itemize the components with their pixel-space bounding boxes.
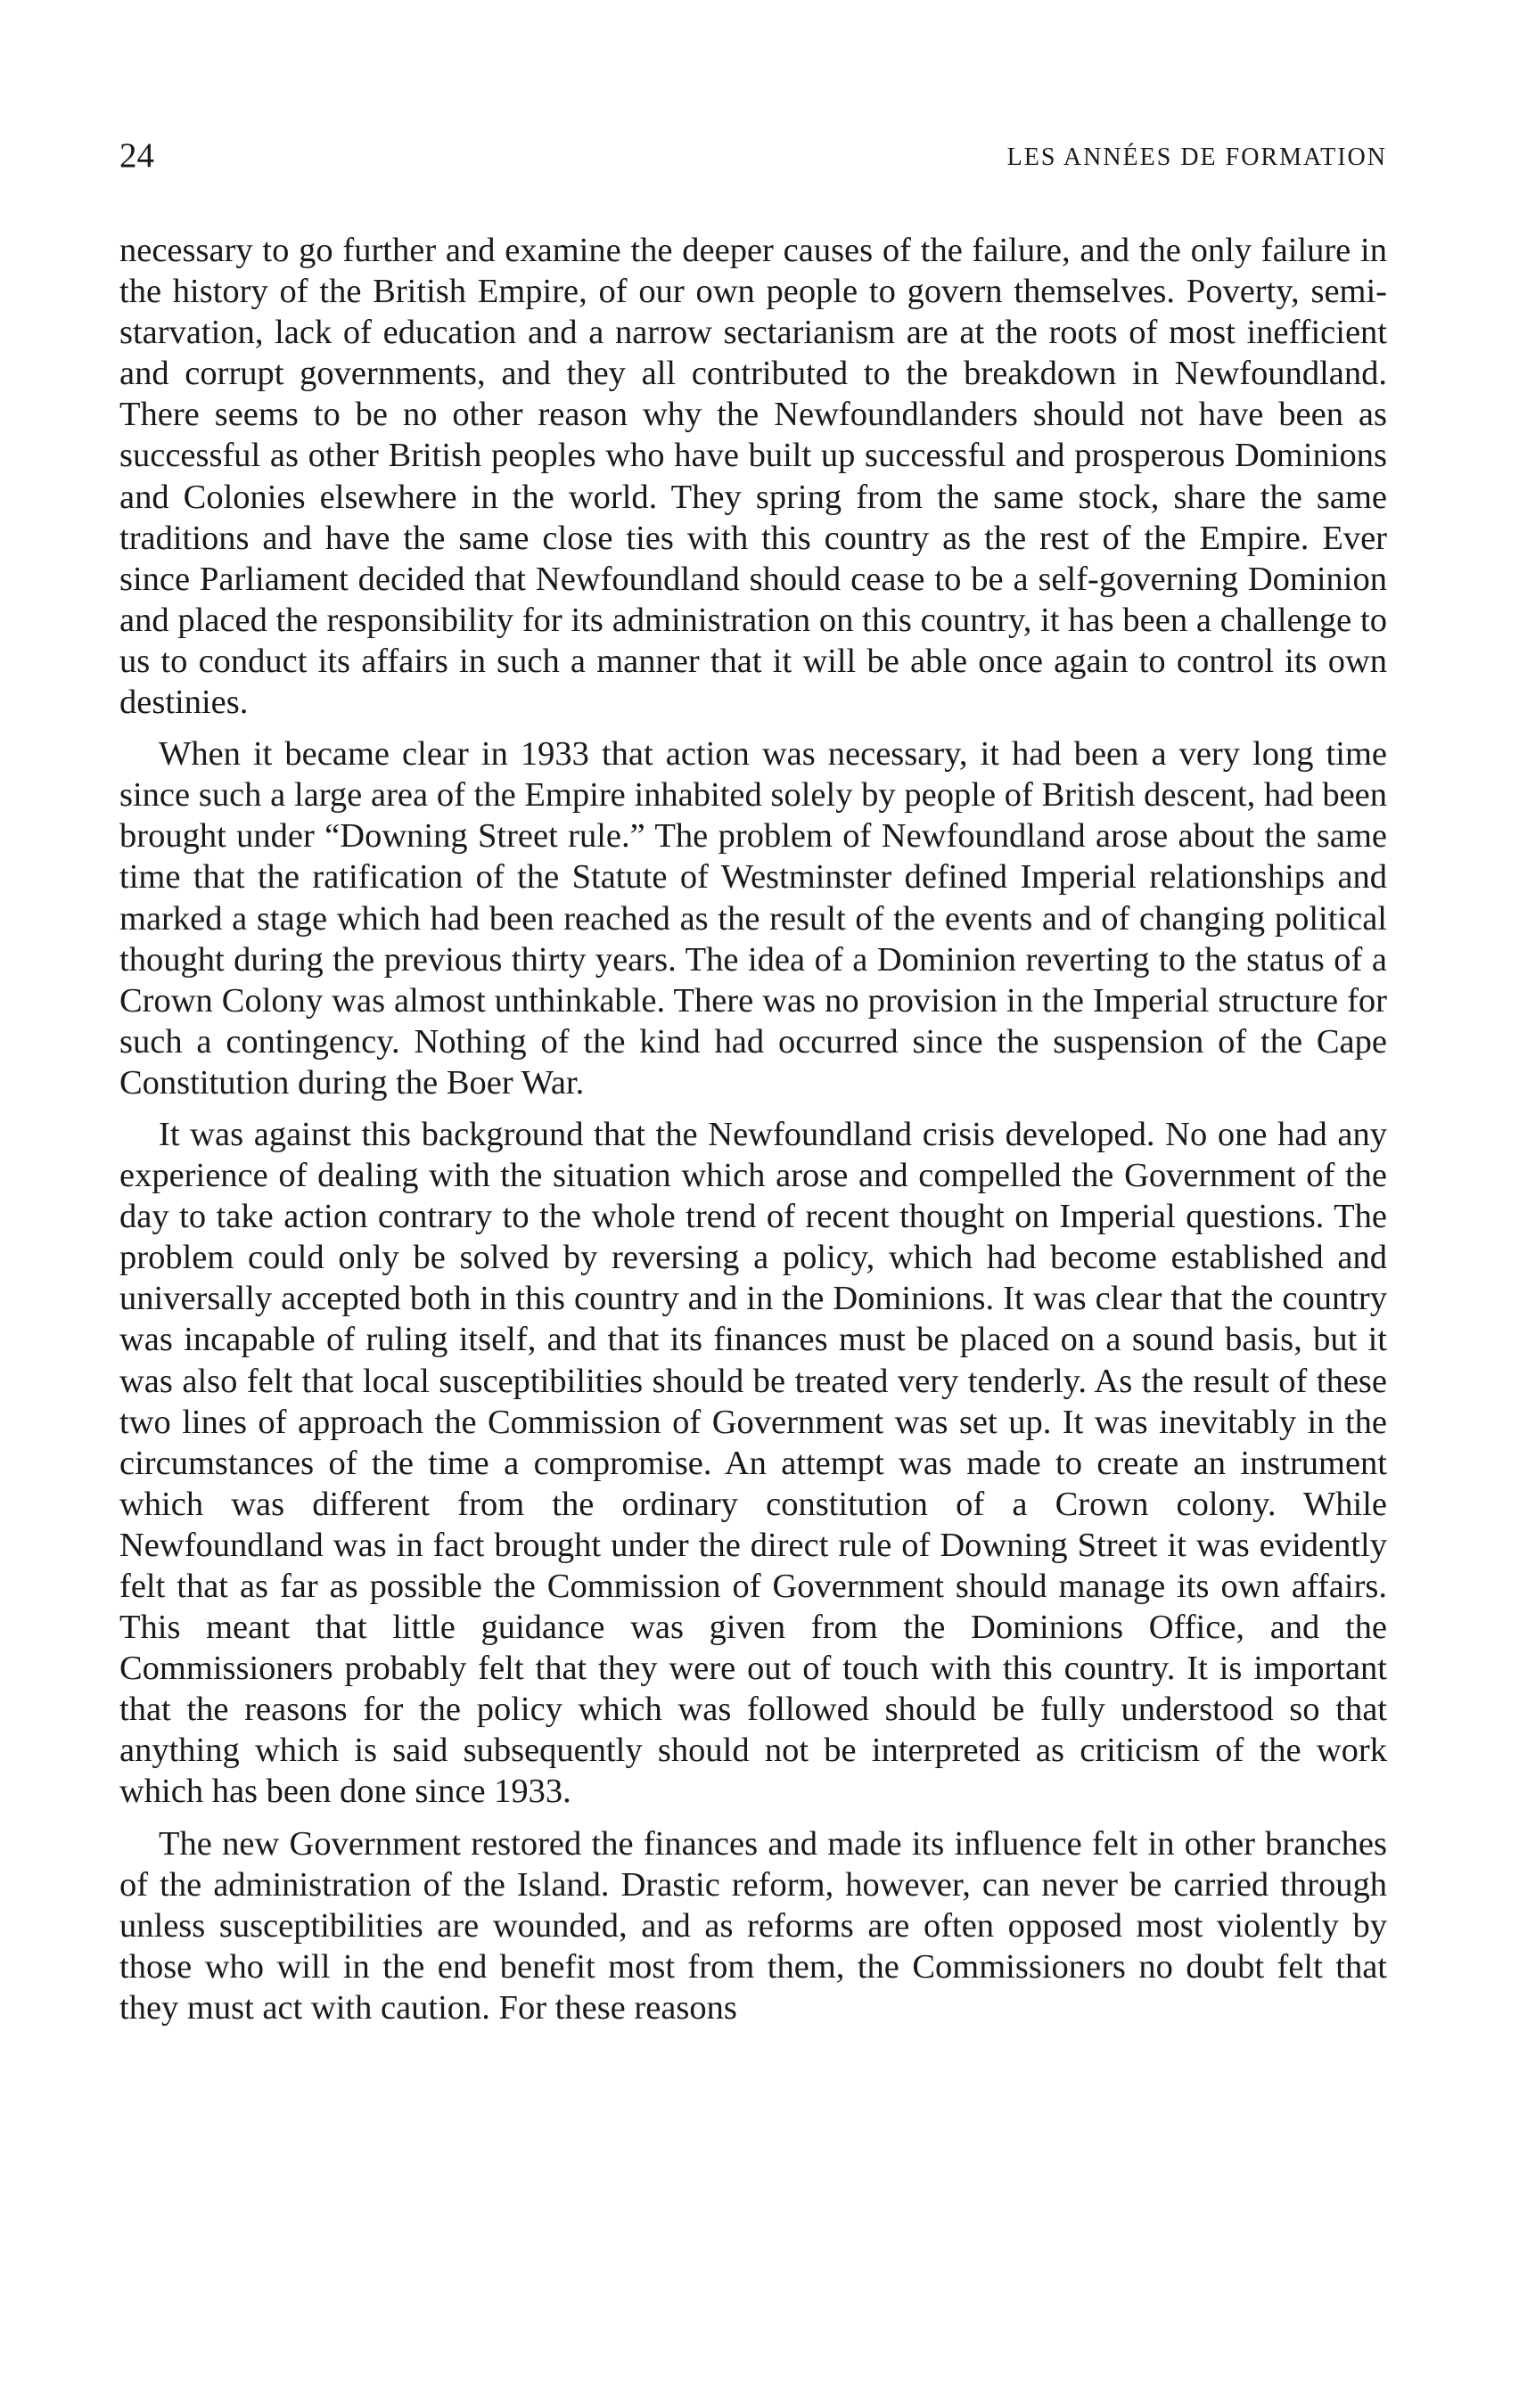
body-text	[119, 230, 1387, 2039]
running-header	[119, 134, 1387, 178]
page-number: 24	[119, 136, 154, 175]
paragraph-1: necessary to go further and examine the deeper causes of the failure, and the only failure in the history of the British Empire, of our own people to govern themselves. Poverty, semi-starvation, lack of education and a narrow sectarianism are at the roots of most inefficient and corrupt governments, and they all contributed to the breakdown in Newfoundland. There seems to be no other reason why the Newfoundlanders should not have been as successful as other British peoples who have built up successful and prosperous Dominions and Colonies elsewhere in the world. They spring from the same stock, share the same traditions and have the same close ties with this country as the rest of the Empire. Ever since Parliament decided that Newfoundland should cease to be a self-governing Dominion and placed the responsibility for its administration on this country, it has been a challenge to us to conduct its affairs in such a manner that it will be able once again to control its own destinies.	[119, 232, 1387, 722]
paragraph-3: It was against this background that the Newfoundland crisis developed. No one had any experience of dealing with the situation which arose and compelled the Government of the day to take action contrary to the whole trend of recent thought on Imperial questions. The problem could only be solved by reversing a policy, which had become established and universally accepted both in this country and in the Dominions. It was clear that the country was incapable of ruling itself, and that its finances must be placed on a sound basis, but it was also felt that local susceptibilities should be treated very tenderly. As the result of these two lines of approach the Commission of Government was set up. It was inevitably in the circumstances of the time a compromise. An attempt was made to create an instrument which was different from the ordinary constitution of a Crown colony. While Newfoundland was in fact brought under the direct rule of Downing Street it was evidently felt that as far as possible the Commission of Government should manage its own affairs. This meant that little guidance was given from the Dominions Office, and the Commissioners probably felt that they were out of touch with this country. It is important that the reasons for the policy which was followed should be fully understood so that anything which is said subsequently should not be interpreted as criticism of the work which has been done since 1933.	[119, 1115, 1387, 1811]
paragraph-4: The new Government restored the finances and made its influence felt in other branches of the administration of the Island. Drastic reform, however, can never be carried through unless susceptibilities are wounded, and as reforms are often opposed most violently by those who will in the end benefit most from them, the Commissioners no doubt felt that they must act with caution. For these reasons	[119, 1824, 1387, 2027]
running-title: LES ANNÉES DE FORMATION	[1006, 143, 1387, 171]
paragraph-2: When it became clear in 1933 that action was necessary, it had been a very long time since such a large area of the Empire inhabited solely by people of British descent, had been brought under “Downing Street rule.” The problem of Newfoundland arose about the same time that the ratification of the Statute of Westminster defined Imperial relationships and marked a stage which had been reached as the result of the events and of changing political thought during the previous thirty years. The idea of a Dominion reverting to the status of a Crown Colony was almost unthinkable. There was no provision in the Imperial structure for such a contingency. Nothing of the kind had occurred since the suspension of the Cape Constitution during the Boer War.	[119, 735, 1387, 1102]
